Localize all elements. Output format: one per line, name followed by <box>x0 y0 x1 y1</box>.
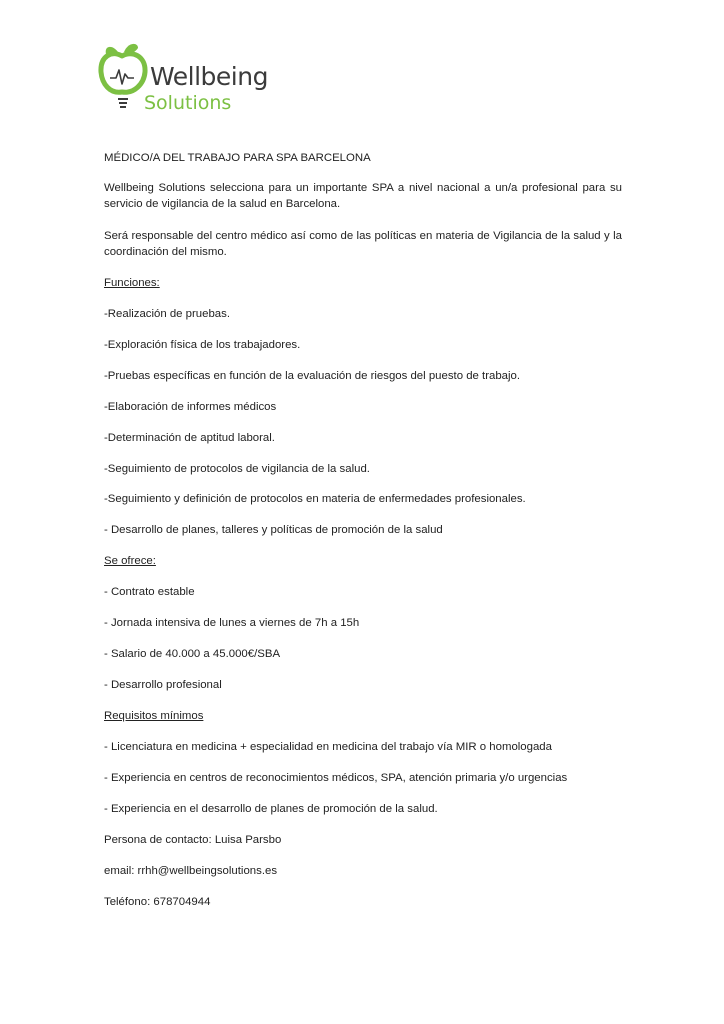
logo-wordmark-solutions: Solutions <box>144 92 232 114</box>
function-item: - Desarrollo de planes, talleres y políticas de promoción de la salud <box>104 524 443 536</box>
logo-wordmark-wellbeing: Wellbeing <box>150 62 268 91</box>
requirement-item: - Experiencia en el desarrollo de planes de promoción de la salud. <box>104 803 438 815</box>
function-item: -Realización de pruebas. <box>104 308 231 320</box>
offer-item: - Desarrollo profesional <box>104 679 222 691</box>
contact-email: email: rrhh@wellbeingsolutions.es <box>104 865 278 877</box>
function-item: -Seguimiento de protocolos de vigilancia de la salud. <box>104 463 370 475</box>
posting-title: MÉDICO/A DEL TRABAJO PARA SPA BARCELONA <box>104 152 371 164</box>
company-logo <box>98 40 298 120</box>
requirement-item: - Licenciatura en medicina + especialidad en medicina del trabajo vía MIR o homologada <box>104 741 552 753</box>
offer-heading: Se ofrece: <box>104 555 156 567</box>
contact-phone: Teléfono: 678704944 <box>104 896 211 908</box>
requirement-item: - Experiencia en centros de reconocimientos médicos, SPA, atención primaria y/o urgencias <box>104 772 568 784</box>
offer-item: - Jornada intensiva de lunes a viernes de 7h a 15h <box>104 617 360 629</box>
offer-item: - Contrato estable <box>104 586 195 598</box>
function-item: -Pruebas específicas en función de la evaluación de riesgos del puesto de trabajo. <box>104 370 521 382</box>
functions-heading: Funciones: <box>104 277 160 289</box>
function-item: -Exploración física de los trabajadores. <box>104 339 301 351</box>
offer-item: - Salario de 40.000 a 45.000€/SBA <box>104 648 281 660</box>
intro-paragraph: Wellbeing Solutions selecciona para un importante SPA a nivel nacional a un/a profesional para su servicio de vigilancia de la salud en Barcelona. <box>104 182 622 210</box>
function-item: -Seguimiento y definición de protocolos en materia de enfermedades profesionales. <box>104 493 526 505</box>
requirements-heading: Requisitos mínimos <box>104 710 204 722</box>
responsibility-paragraph: Será responsable del centro médico así como de las políticas en materia de Vigilancia de la salud y la coordinación del mismo. <box>104 230 622 258</box>
function-item: -Elaboración de informes médicos <box>104 401 277 413</box>
function-item: -Determinación de aptitud laboral. <box>104 432 275 444</box>
contact-person: Persona de contacto: Luisa Parsbo <box>104 834 282 846</box>
